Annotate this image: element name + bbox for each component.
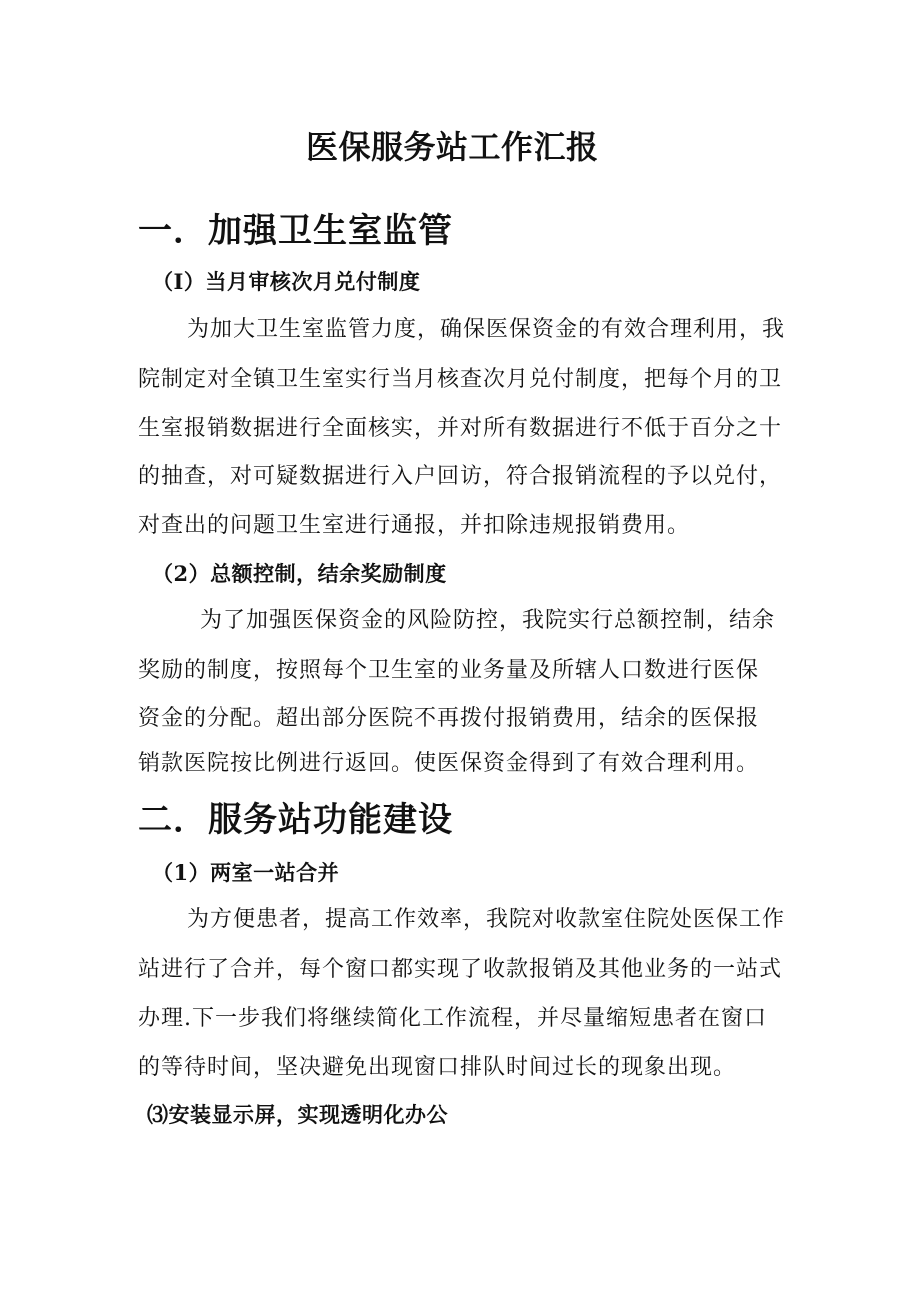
paragraph-line: 销款医院按比例进行返回。使医保资金得到了有效合理利用。	[138, 751, 760, 776]
paragraph-line: 奖励的制度，按照每个卫生室的业务量及所辖人口数进行医保	[138, 658, 760, 683]
subsection-heading-2-3: ⑶安装显示屏，实现透明化办公	[147, 1102, 448, 1127]
section-heading-1: 一．加强卫生室监管	[138, 211, 453, 251]
paragraph-line: 为方便患者，提高工作效率，我院对收款室住院处医保工作	[187, 907, 786, 932]
paragraph-line: 生室报销数据进行全面核实，并对所有数据进行不低于百分之十	[138, 416, 783, 441]
paragraph-line: 站进行了合并，每个窗口都实现了收款报销及其他业务的一站式	[138, 957, 783, 982]
paragraph-line: 资金的分配。超出部分医院不再拨付报销费用，结余的医保报	[138, 706, 760, 731]
document-title: 医保服务站工作汇报	[306, 128, 599, 166]
paragraph-line: 的等待时间，坚决避免出现窗口排队时间过长的现象出现。	[138, 1055, 737, 1080]
subsection-heading-2-1: （1）两室一站合并	[152, 860, 340, 885]
paragraph-line: 为加大卫生室监管力度，确保医保资金的有效合理利用，我	[187, 317, 786, 342]
paragraph-line: 为了加强医保资金的风险防控，我院实行总额控制，结余	[200, 608, 776, 633]
paragraph-line: 院制定对全镇卫生室实行当月核查次月兑付制度，把每个月的卫	[138, 367, 783, 392]
subsection-heading-1-1: （I）当月审核次月兑付制度	[152, 269, 421, 294]
paragraph-line: 办理.下一步我们将继续简化工作流程，并尽量缩短患者在窗口	[138, 1006, 767, 1031]
section-heading-2: 二．服务站功能建设	[138, 800, 453, 840]
paragraph-line: 对查出的问题卫生室进行通报，并扣除违规报销费用。	[138, 513, 691, 538]
subsection-heading-1-2: （2）总额控制，结余奖励制度	[152, 561, 447, 586]
paragraph-line: 的抽查，对可疑数据进行入户回访，符合报销流程的予以兑付，	[138, 464, 783, 489]
